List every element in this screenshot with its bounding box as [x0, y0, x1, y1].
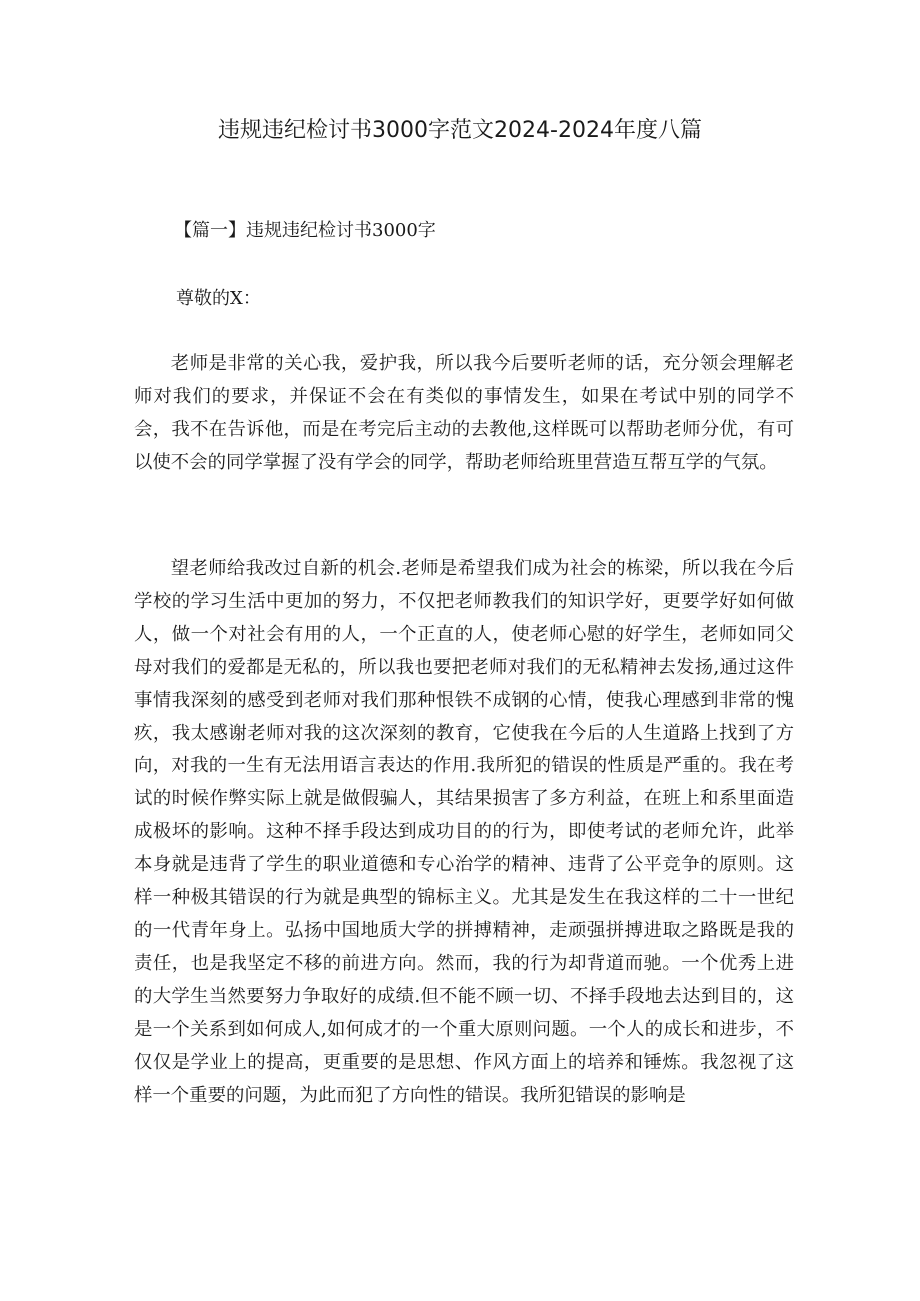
section-heading: 【篇一】违规违纪检讨书3000字	[174, 220, 436, 241]
body-paragraph-2: 望老师给我改过自新的机会.老师是希望我们成为社会的栋梁，所以我在今后学校的学习生活中更加的努力，不仅把老师教我们的知识学好，更要学好如何做人，做一个对社会有用的人，一个正直的人，使老师心慰的好学生，老师如同父母对我们的爱都是无私的，所以我也要把老师对我们的无私精神去发扬,通过这件事情我深刻的感受到老师对我们那种恨铁不成钢的心情，使我心理感到非常的愧疚，我太感谢老师对我的这次深刻的教育，它使我在今后的人生道路上找到了方向，对我的一生有无法用语言表达的作用.我所犯的错误的性质是严重的。我在考试的时候作弊实际上就是做假骗人，其结果损害了多方利益，在班上和系里面造成极坏的影响。这种不择手段达到成功目的的行为，即使考试的老师允许，此举本身就是违背了学生的职业道德和专心治学的精神、违背了公平竞争的原则。这样一种极其错误的行为就是典型的锦标主义。尤其是发生在我这样的二十一世纪的一代青年身上。弘扬中国地质大学的拼搏精神，走顽强拼搏进取之路既是我的责任，也是我坚定不移的前进方向。然而，我的行为却背道而驰。一个优秀上进的大学生当然要努力争取好的成绩.但不能不顾一切、不择手段地去达到目的，这是一个关系到如何成人,如何成才的一个重大原则问题。一个人的成长和进步，不仅仅是学业上的提高，更重要的是思想、作风方面上的培养和锤炼。我忽视了这样一个重要的问题，为此而犯了方向性的错误。我所犯错误的影响是	[134, 558, 794, 1106]
document-title: 违规违纪检讨书3000字范文2024-2024年度八篇	[218, 118, 702, 143]
body-paragraph-1: 老师是非常的关心我，爱护我，所以我今后要听老师的话，充分领会理解老师对我们的要求，并保证不会在有类似的事情发生，如果在考试中别的同学不会，我不在告诉他，而是在考完后主动的去教他,这样既可以帮助老师分优，有可以使不会的同学掌握了没有学会的同学，帮助老师给班里营造互帮互学的气氛。	[134, 353, 794, 473]
salutation: 尊敬的X：	[176, 288, 261, 309]
